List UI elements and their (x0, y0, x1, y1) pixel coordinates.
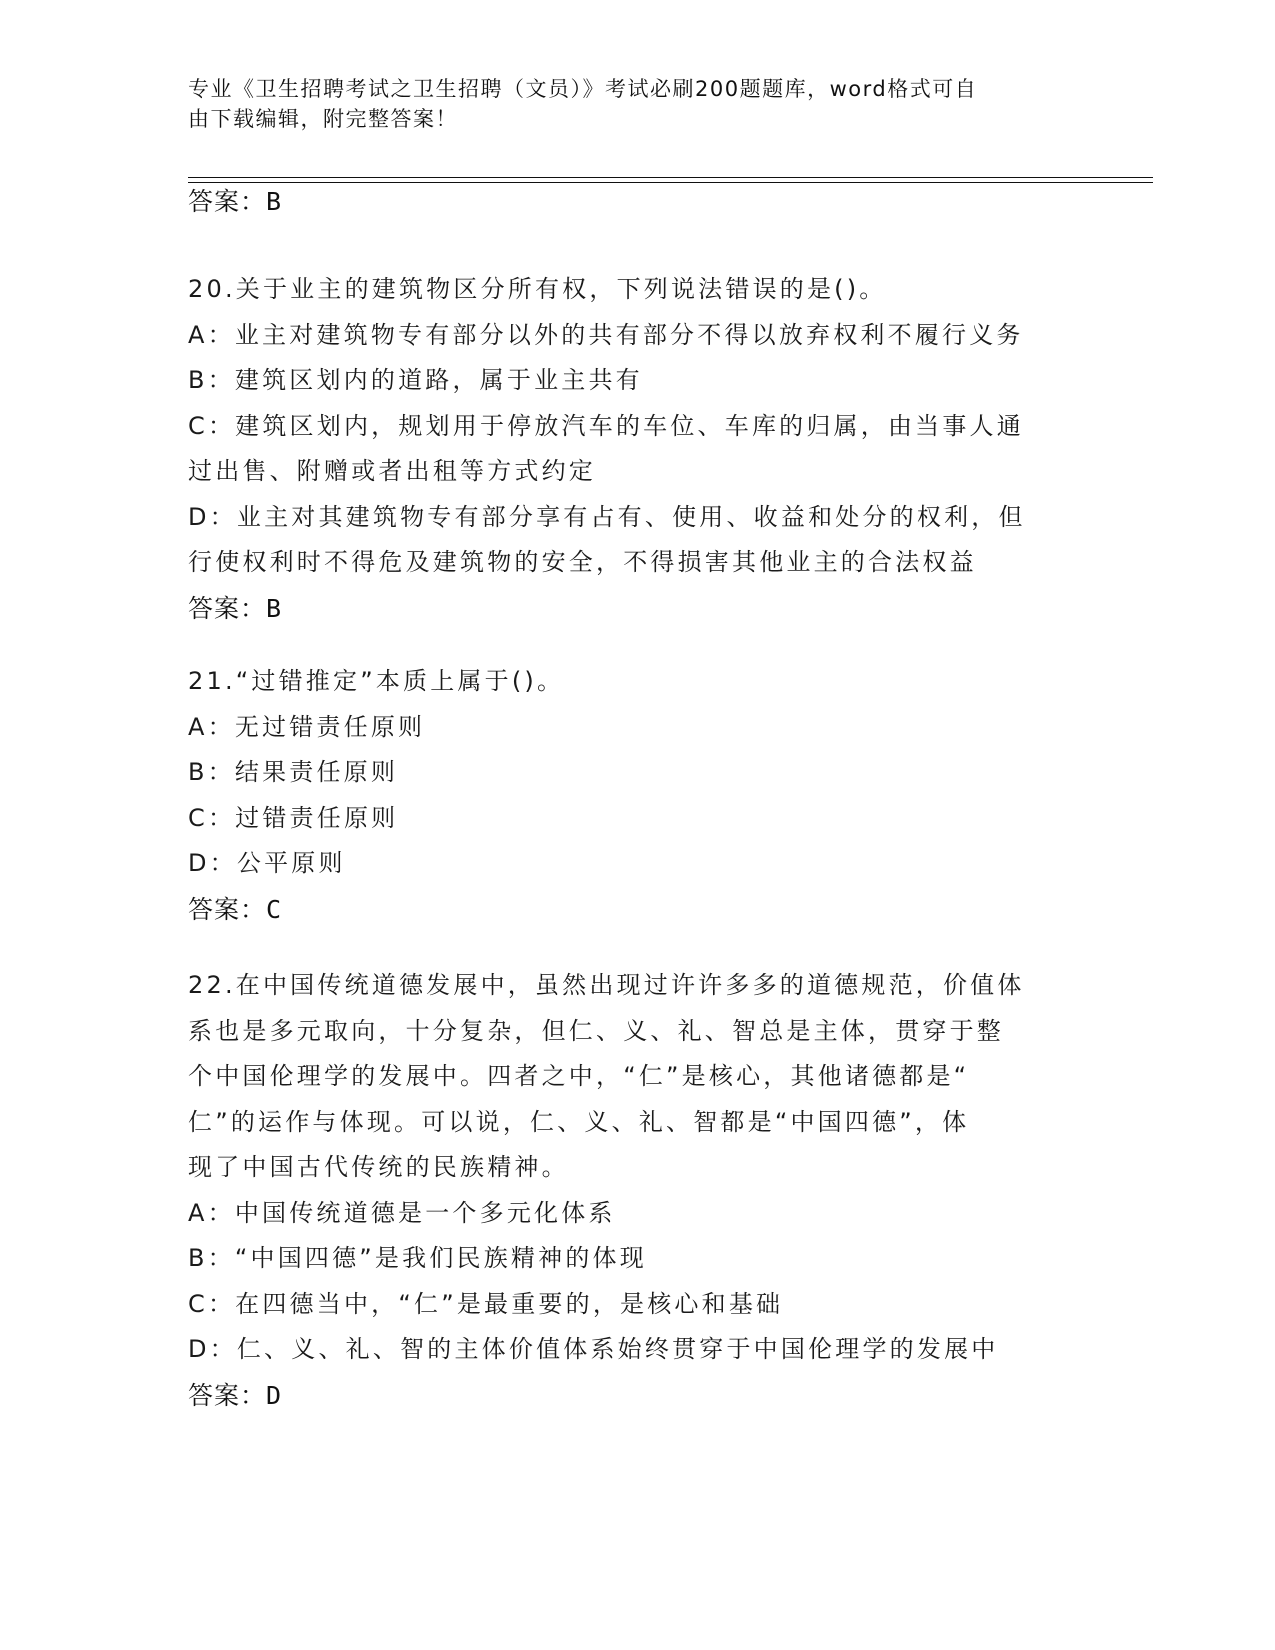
answer-value: C (266, 894, 283, 924)
question-20 (188, 267, 1088, 631)
question-stem-line-3: 个中国伦理学的发展中。四者之中，“仁”是核心，其他诸德都是“ (188, 1062, 970, 1090)
option-b: B：结果责任原则 (188, 758, 399, 786)
answer-label: 答案： (188, 593, 267, 623)
answer-value: B (266, 593, 283, 623)
answer-label: 答案： (188, 187, 267, 216)
question-stem-line-4: 仁”的运作与体现。可以说，仁、义、礼、智都是“中国四德”，体 (188, 1107, 970, 1136)
answer (188, 887, 1088, 933)
question-stem-line-5: 现了中国古代传统的民族精神。 (188, 1153, 569, 1181)
option-d-continued: 行使权利时不得危及建筑物的安全，不得损害其他业主的合法权益 (188, 548, 977, 576)
answer (188, 1373, 1088, 1419)
option-b: B：建筑区划内的道路，属于业主共有 (188, 366, 643, 394)
previous-answer (188, 179, 1088, 225)
header-divider (188, 177, 1153, 178)
option-c: C：过错责任原则 (188, 803, 399, 832)
question-21 (188, 659, 1088, 932)
question-22 (188, 963, 1088, 1418)
option-c: C：建筑区划内，规划用于停放汽车的车位、车库的归属，由当事人通 (188, 411, 1024, 440)
option-c-continued: 过出售、附赠或者出租等方式约定 (188, 457, 596, 485)
answer-value: D (266, 1380, 283, 1410)
option-d: D：仁、义、礼、智的主体价值体系始终贯穿于中国伦理学的发展中 (188, 1335, 999, 1363)
option-c: C：在四德当中，“仁”是最重要的，是核心和基础 (188, 1289, 784, 1318)
option-a: A：无过错责任原则 (188, 712, 426, 741)
header-line-1: 专业《卫生招聘考试之卫生招聘（文员）》考试必刷200题题库，word格式可自 (188, 77, 978, 101)
question-stem: 21.“过错推定”本质上属于()。 (188, 667, 565, 695)
option-d: D：公平原则 (188, 849, 346, 877)
answer-label: 答案： (188, 1380, 267, 1410)
option-a: A：中国传统道德是一个多元化体系 (188, 1198, 616, 1227)
question-stem: 20.关于业主的建筑物区分所有权，下列说法错误的是()。 (188, 275, 887, 303)
header-line-2: 由下载编辑，附完整答案！ (188, 107, 458, 131)
answer-label: 答案： (188, 894, 267, 924)
answer (188, 586, 1088, 632)
answer-value: B (266, 187, 283, 216)
option-d: D：业主对其建筑物专有部分享有占有、使用、收益和处分的权利，但 (188, 502, 1026, 531)
option-a: A：业主对建筑物专有部分以外的共有部分不得以放弃权利不履行义务 (188, 320, 1024, 349)
question-stem-line-2: 系也是多元取向，十分复杂，但仁、义、礼、智总是主体，贯穿于整 (188, 1016, 1004, 1045)
document-header (188, 74, 1068, 134)
question-stem: 22.在中国传统道德发展中，虽然出现过许许多多的道德规范，价值体 (188, 971, 1025, 999)
option-b: B：“中国四德”是我们民族精神的体现 (188, 1244, 647, 1272)
